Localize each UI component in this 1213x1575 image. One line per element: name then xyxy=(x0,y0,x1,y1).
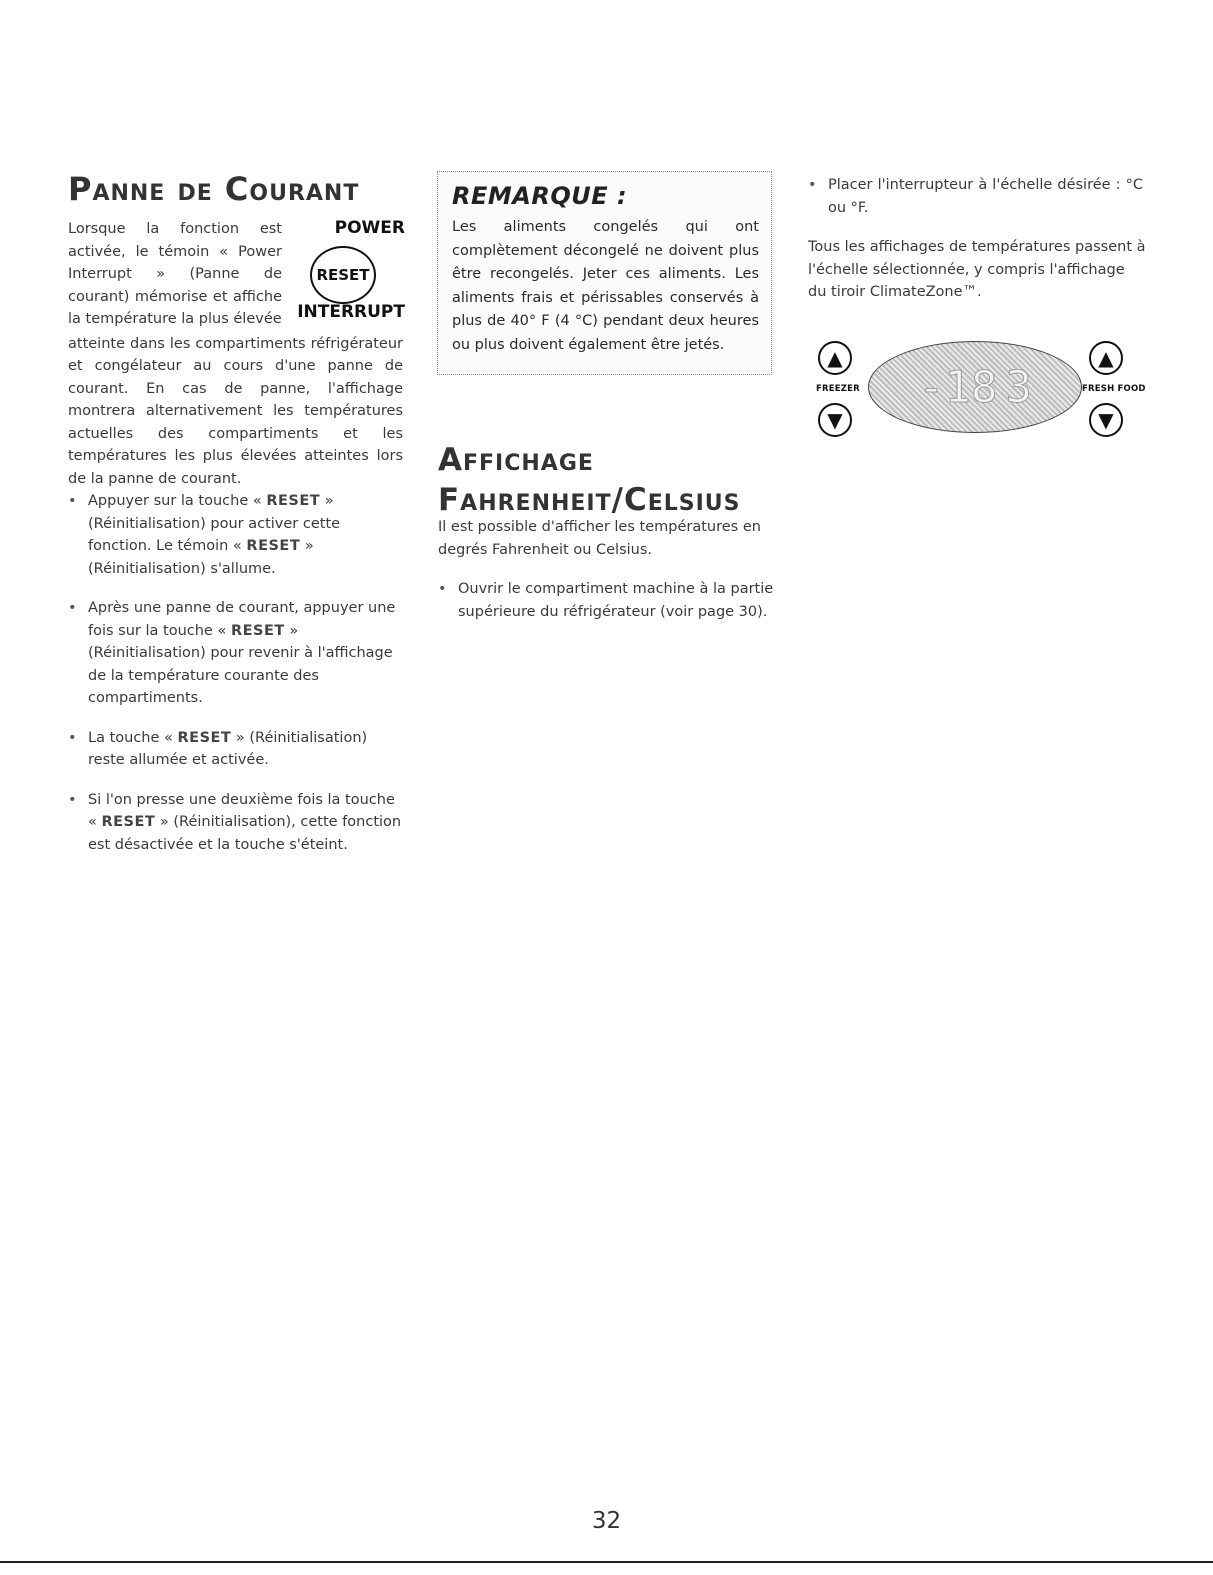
affichage-title-line-1: Affichage xyxy=(438,442,594,478)
note-box xyxy=(437,171,772,375)
freezer-temp-readout: -18 xyxy=(918,361,998,413)
list-item: • Après une panne de courant, appuyer une fois sur la touche « RESET » (Réinitialisation) pour revenir à l'affichage de la température courante des compartiments. xyxy=(68,597,404,710)
note-body: Les aliments congelés qui ont complètement décongelé ne doivent plus être recongelés. Jeter ces aliments. Les aliments frais et périssables conservés à plus de 40° F (4 °C) pendant deux heures ou plus doivent également être jetés. xyxy=(452,219,759,353)
affichage-bullet-list xyxy=(438,578,778,640)
badge-power-label: POWER xyxy=(334,218,405,238)
power-interrupt-badge xyxy=(287,218,405,328)
list-item: • Appuyer sur la touche « RESET » (Réinitialisation) pour activer cette fonction. Le témoin « RESET » (Réinitialisation) s'allume. xyxy=(68,490,404,580)
page-number: 32 xyxy=(591,1508,622,1534)
list-item: • Ouvrir le compartiment machine à la partie supérieure du réfrigérateur (voir page 30). xyxy=(438,578,778,623)
temperature-display xyxy=(868,341,1082,433)
badge-reset-label: RESET xyxy=(316,266,370,284)
fresh-food-up-arrow-icon: ▲ xyxy=(1089,341,1123,375)
panne-intro-part-b: atteinte dans les compartiments réfrigérateur et congélateur au cours d'une panne de courant. En cas de panne, l'affichage montrera alternativement les températures actuelles des compartiments et les températures les plus élevées atteintes lors de la panne de courant. xyxy=(68,335,403,487)
footer-rule xyxy=(0,1561,1213,1563)
badge-interrupt-label: INTERRUPT xyxy=(297,302,405,322)
panne-intro-part-a: Lorsque la fonction est activée, le témoin « Power Interrupt » (Panne de courant) mémorise et affiche la température la plus élevée xyxy=(68,221,282,327)
list-item: • La touche « RESET » (Réinitialisation) reste allumée et activée. xyxy=(68,727,404,772)
section-title-affichage xyxy=(438,440,798,520)
freezer-label: FREEZER xyxy=(816,384,860,394)
panne-bullet-list xyxy=(68,490,404,873)
freezer-down-arrow-icon: ▼ xyxy=(818,403,852,437)
control-panel-illustration xyxy=(806,336,1146,446)
freezer-up-arrow-icon: ▲ xyxy=(818,341,852,375)
section-title-panne: Panne de Courant xyxy=(68,170,360,208)
affichage-paragraph: Il est possible d'afficher les températures en degrés Fahrenheit ou Celsius. xyxy=(438,519,761,558)
fresh-food-down-arrow-icon: ▼ xyxy=(1089,403,1123,437)
scale-bullet-list xyxy=(808,174,1143,236)
reset-button-illustration xyxy=(310,246,376,304)
fresh-food-temp-readout: 3 xyxy=(1005,361,1032,413)
list-item: • Si l'on presse une deuxième fois la touche « RESET » (Réinitialisation), cette fonction est désactivée et la touche s'éteint. xyxy=(68,789,404,857)
fresh-food-label: FRESH FOOD xyxy=(1082,384,1146,394)
scale-paragraph: Tous les affichages de températures passent à l'échelle sélectionnée, y compris l'affichage du tiroir ClimateZone™. xyxy=(808,239,1146,300)
note-title: REMARQUE : xyxy=(452,182,628,210)
affichage-title-line-2: Fahrenheit/Celsius xyxy=(438,482,741,518)
list-item: • Placer l'interrupteur à l'échelle désirée : °C ou °F. xyxy=(808,174,1143,219)
